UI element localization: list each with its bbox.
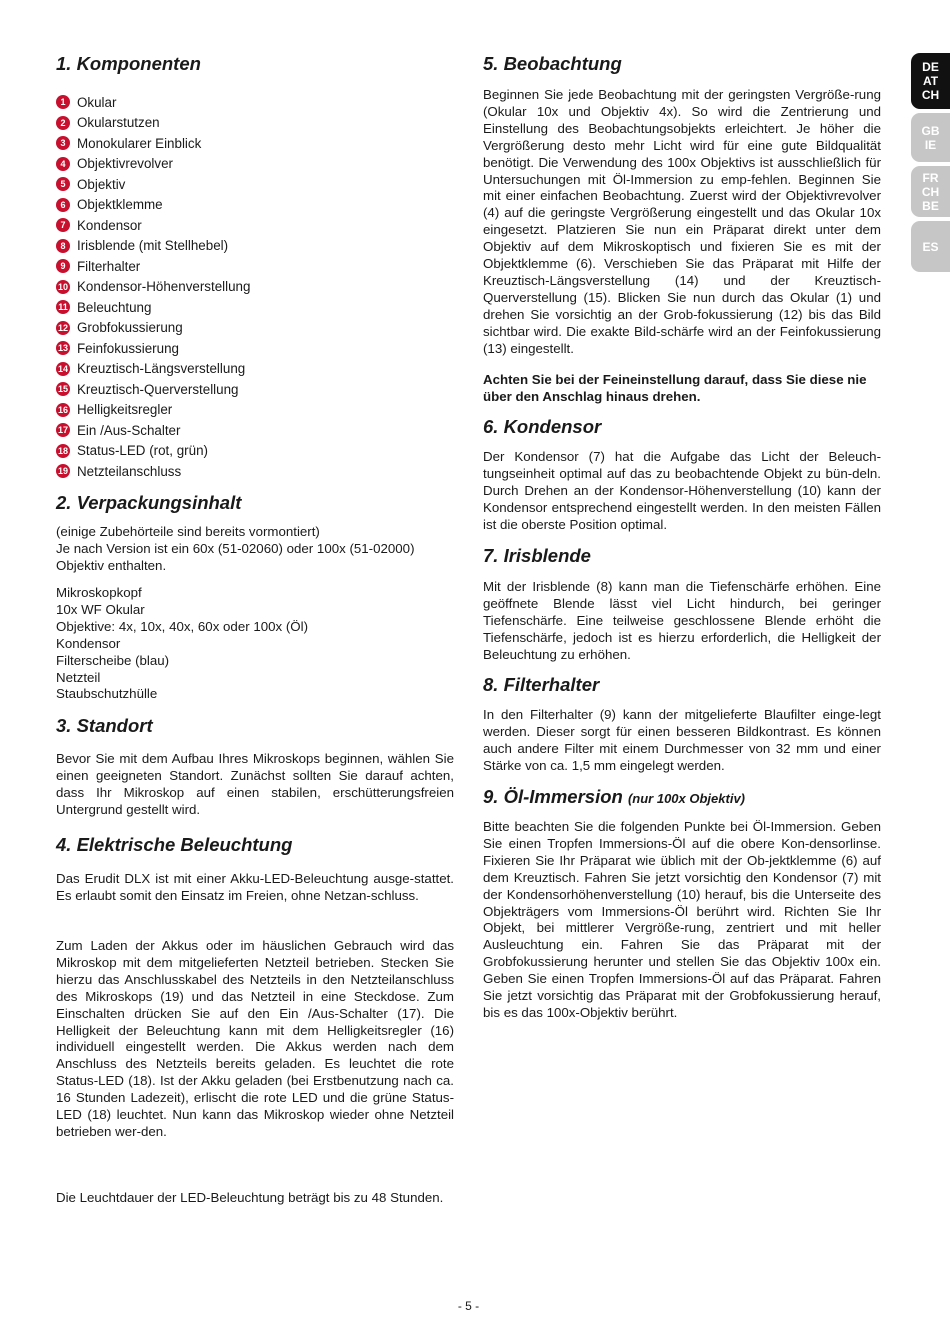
list-item xyxy=(56,92,250,113)
section-title-oel-immersion xyxy=(483,786,745,808)
beobachtung-note: Achten Sie bei der Feineinstellung darauf, dass Sie diese nie über den Anschlag hinaus drehen. xyxy=(483,372,867,404)
number-badge: 11 xyxy=(56,300,70,314)
item-label: Netzteilanschluss xyxy=(77,463,182,479)
filterhalter-paragraph: In den Filterhalter (9) kann der mitgelieferte Blaufilter einge-legt werden. Dieser sorgt für einen besseren Bildkontrast. Es können auch andere Filter mit einem Durchmesser von 32 mm und einer Stärke von ca. 1,5 mm eingelegt werden. xyxy=(483,707,881,773)
list-item xyxy=(56,256,250,277)
list-item xyxy=(56,338,250,359)
number-badge: 1 xyxy=(56,95,70,109)
kondensor-paragraph: Der Kondensor (7) hat die Aufgabe das Licht der Beleuch-tungseinheit optimal auf das zu beobachtende Objekt zu bün-deln. Durch Drehen an der Kondensor-Höhenverstellung (10) kann der Kondensor entsprechend eingestellt werden. In den meisten Fällen ist die oberste Position optimal. xyxy=(483,449,881,532)
list-item: Kondensor xyxy=(56,635,121,651)
number-badge: 17 xyxy=(57,425,68,436)
number-badge: 5 xyxy=(56,177,70,191)
item-label: Feinfokussierung xyxy=(77,340,179,356)
number-badge: 4 xyxy=(56,157,70,171)
list-item xyxy=(56,154,250,175)
item-label: Monokularer Einblick xyxy=(77,135,202,151)
beleuchtung-paragraph-1: Das Erudit DLX ist mit einer Akku-LED-Beleuchtung ausge-stattet. Es erlaubt somit den Einsatz im Freien, ohne Netzan-schluss. xyxy=(56,871,454,903)
section-title-text: 9. Öl-Immersion xyxy=(483,786,623,807)
item-label: Status-LED (rot, grün) xyxy=(77,443,208,459)
tab-label: IE xyxy=(924,137,937,152)
number-badge: 2 xyxy=(56,116,70,130)
tab-es[interactable] xyxy=(911,221,950,272)
list-item xyxy=(56,195,250,216)
section-title-beobachtung: 5. Beobachtung xyxy=(483,53,622,74)
item-label: Beleuchtung xyxy=(77,299,152,315)
tab-label: BE xyxy=(922,198,939,213)
number-badge: 9 xyxy=(56,259,70,273)
number-badge: 13 xyxy=(57,343,68,354)
section-title-verpackungsinhalt: 2. Verpackungsinhalt xyxy=(56,492,242,513)
text-line: (einige Zubehörteile sind bereits vormontiert) xyxy=(56,524,320,539)
list-item: Filterscheibe (blau) xyxy=(56,652,170,668)
item-label: Filterhalter xyxy=(77,258,141,274)
number-badge: 6 xyxy=(56,198,70,212)
list-item xyxy=(56,215,250,236)
tab-gb-ie[interactable] xyxy=(911,113,950,162)
number-badge: 12 xyxy=(57,322,68,333)
item-label: Kondensor xyxy=(77,217,142,233)
number-badge: 3 xyxy=(56,136,70,150)
list-item xyxy=(56,441,250,462)
section-title-irisblende: 7. Irisblende xyxy=(483,545,591,566)
list-item xyxy=(56,318,250,339)
item-label: Kreuztisch-Querverstellung xyxy=(77,381,239,397)
tab-label: DE xyxy=(922,60,939,74)
list-item xyxy=(56,359,250,380)
list-item: Mikroskopkopf xyxy=(56,585,142,600)
section-title-elektrische-beleuchtung: 4. Elektrische Beleuchtung xyxy=(56,834,293,855)
item-label: Okularstutzen xyxy=(77,115,160,131)
list-item xyxy=(56,277,250,298)
beleuchtung-paragraph-3: Die Leuchtdauer der LED-Beleuchtung beträgt bis zu 48 Stunden. xyxy=(56,1190,444,1205)
item-label: Objektivrevolver xyxy=(77,156,173,172)
tab-label: ES xyxy=(922,239,939,254)
tab-label: CH xyxy=(921,184,940,199)
item-label: Kondensor-Höhenverstellung xyxy=(77,279,251,295)
list-item: Netzteil xyxy=(56,669,101,685)
number-badge: 8 xyxy=(56,239,70,253)
tab-label: GB xyxy=(921,123,940,138)
item-label: Okular xyxy=(77,94,117,110)
list-item: Objektive: 4x, 10x, 40x, 60x oder 100x (Öl) xyxy=(56,618,309,634)
beleuchtung-paragraph-2: Zum Laden der Akkus oder im häuslichen Gebrauch wird das Mikroskop mit dem mitgelieferten Netzteil betrieben. Stecken Sie hierzu das Anschlusskabel des Netzteils in den Netzteilanschluss des Mikroskops (19) und das Netzteil in eine Steckdose. Zum Einschalten drücken Sie auf den Ein /Aus-Schalter (17). Die Helligkeit der Beleuchtung kann mit dem Helligkeitsregler (16) individuell eingestellt werden. Die Akkus werden nach dem Anschluss des Netzteils bereits geladen. Es leuchtet die rote Status-LED (18). Ist der Akku geladen (bei Erstbenutzung nach ca. 16 Stunden Ladezeit), erlischt die rote LED und die grüne Status-LED (18) leuchtet. Nun kann das Mikroskop wieder ohne Netzteil betrieben wer-den. xyxy=(56,938,454,1139)
section-title-kondensor: 6. Kondensor xyxy=(483,416,602,437)
section-title-filterhalter: 8. Filterhalter xyxy=(483,674,600,695)
section-title-komponenten: 1. Komponenten xyxy=(56,53,201,74)
number-badge: 10 xyxy=(57,281,68,292)
tab-label: AT xyxy=(922,74,939,88)
tab-label: FR xyxy=(922,170,939,185)
item-label: Grobfokussierung xyxy=(77,320,183,336)
item-label: Kreuztisch-Längsverstellung xyxy=(77,361,246,377)
text-line: Objektiv enthalten. xyxy=(56,557,167,573)
list-item xyxy=(56,420,250,441)
oel-immersion-paragraph: Bitte beachten Sie die folgenden Punkte bei Öl-Immersion. Geben Sie einen Tropfen Immersions-Öl auf die obere Kon-densorlinse. Fixieren Sie Ihr Präparat wie üblich mit der Ob-jektklemme (6) auf dem Kreuztisch. Fahren Sie jetzt vorsichtig den Kondensor (7) mit der Kondensorhöhenverstellung (10) herauf, bis die Unterseite des Objekträgers vom Immersions-Öl berührt wird. Richten Sie Ihr Objekt, bei mittlerer Vergröße-rung, zentriert und mit heller Ausleuchtung ein. Fahren Sie das Präparat mit der Grobfokussierung herunter und stellen Sie das Objektiv 100x ein. Geben Sie einen Tropfen Immersions-Öl auf das Präparat. Fahren Sie jetzt vorsichtig das Präparat mit der Grobfokussierung herauf, bis es das 100x-Objektiv berührt. xyxy=(483,819,881,1020)
page-number: - 5 - xyxy=(457,1299,480,1313)
list-item xyxy=(56,400,250,421)
list-item xyxy=(56,379,250,400)
list-item: 10x WF Okular xyxy=(56,601,145,617)
text-line: Je nach Version ist ein 60x (51-02060) oder 100x (51-02000) xyxy=(56,540,415,556)
list-item xyxy=(56,236,250,257)
item-label: Objektklemme xyxy=(77,197,163,213)
tab-de-at-ch[interactable] xyxy=(911,53,950,109)
number-badge: 14 xyxy=(57,363,68,374)
number-badge: 18 xyxy=(57,445,68,456)
item-label: Irisblende (mit Stellhebel) xyxy=(77,238,229,254)
list-item xyxy=(56,113,250,134)
component-list xyxy=(56,92,250,482)
tab-fr-ch-be[interactable] xyxy=(911,166,950,217)
number-badge: 19 xyxy=(57,466,68,477)
standort-paragraph: Bevor Sie mit dem Aufbau Ihres Mikroskops beginnen, wählen Sie einen geeigneten Standort. Zunächst sollten Sie darauf achten, dass Ihr Mikroskop auf einen stabilen, erschütterungsfreien Untergrund gestellt wird. xyxy=(56,751,454,817)
number-badge: 16 xyxy=(57,404,68,415)
packaging-list xyxy=(56,585,454,703)
list-item xyxy=(56,133,250,154)
section-subtitle: (nur 100x Objektiv) xyxy=(627,791,746,806)
number-badge: 7 xyxy=(56,218,70,232)
list-item: Staubschutzhülle xyxy=(56,686,158,702)
list-item xyxy=(56,461,250,482)
item-label: Ein /Aus-Schalter xyxy=(77,422,181,438)
item-label: Helligkeitsregler xyxy=(77,402,173,418)
number-badge: 15 xyxy=(57,384,68,395)
irisblende-paragraph: Mit der Irisblende (8) kann man die Tiefenschärfe erhöhen. Eine geöffnete Blende lässt viel Licht hindurch, bei geringer Tiefenschärfe. Eine teilweise geschlossene Blende erhöht die Tiefenschärfe, jedoch ist es hierzu erforderlich, die Helligkeit der Beleuchtung zu erhöhen. xyxy=(483,579,881,662)
section-title-standort: 3. Standort xyxy=(56,715,153,736)
tab-label: CH xyxy=(921,88,940,102)
packaging-intro xyxy=(56,524,454,575)
beobachtung-paragraph: Beginnen Sie jede Beobachtung mit der geringsten Vergröße-rung (Okular 10x und Objektiv 4x). So wird die Zentrierung und Einstellung des Beobachtungsobjekts erleichtert. Je höher die Vergrößerung desto mehr Licht wird für eine gute Bildqualität benötigt. Die Verwendung des 100x Objektivs ist ausschließlich für Untersuchungen mit Öl-Immersion zu emp-fehlen. Beginnen Sie mit einer einfachen Beobachtung. Zuerst wird der Objektivrevolver (4) auf die geringste Vergrößerung eingestellt und das Okular 10x eingesetzt. Platzieren Sie nun ein Präparat direkt unter dem Objektiv auf dem Mikroskoptisch und fixieren Sie es mit der Objektklemme (6). Verschieben Sie das Präparat mit Hilfe der Kreuztisch-Längsverstellung (14) und der Kreuztisch-Querverstellung (15). Blicken Sie nun durch das Okular (1) und drehen Sie vorsichtig an der Grob-fokussierung (12) bis das Bild sichtbar wird. Die exakte Bild-schärfe wird an der Feinfokussierung (13) eingestellt. xyxy=(483,87,881,356)
item-label: Objektiv xyxy=(77,176,126,192)
list-item xyxy=(56,297,250,318)
list-item xyxy=(56,174,250,195)
